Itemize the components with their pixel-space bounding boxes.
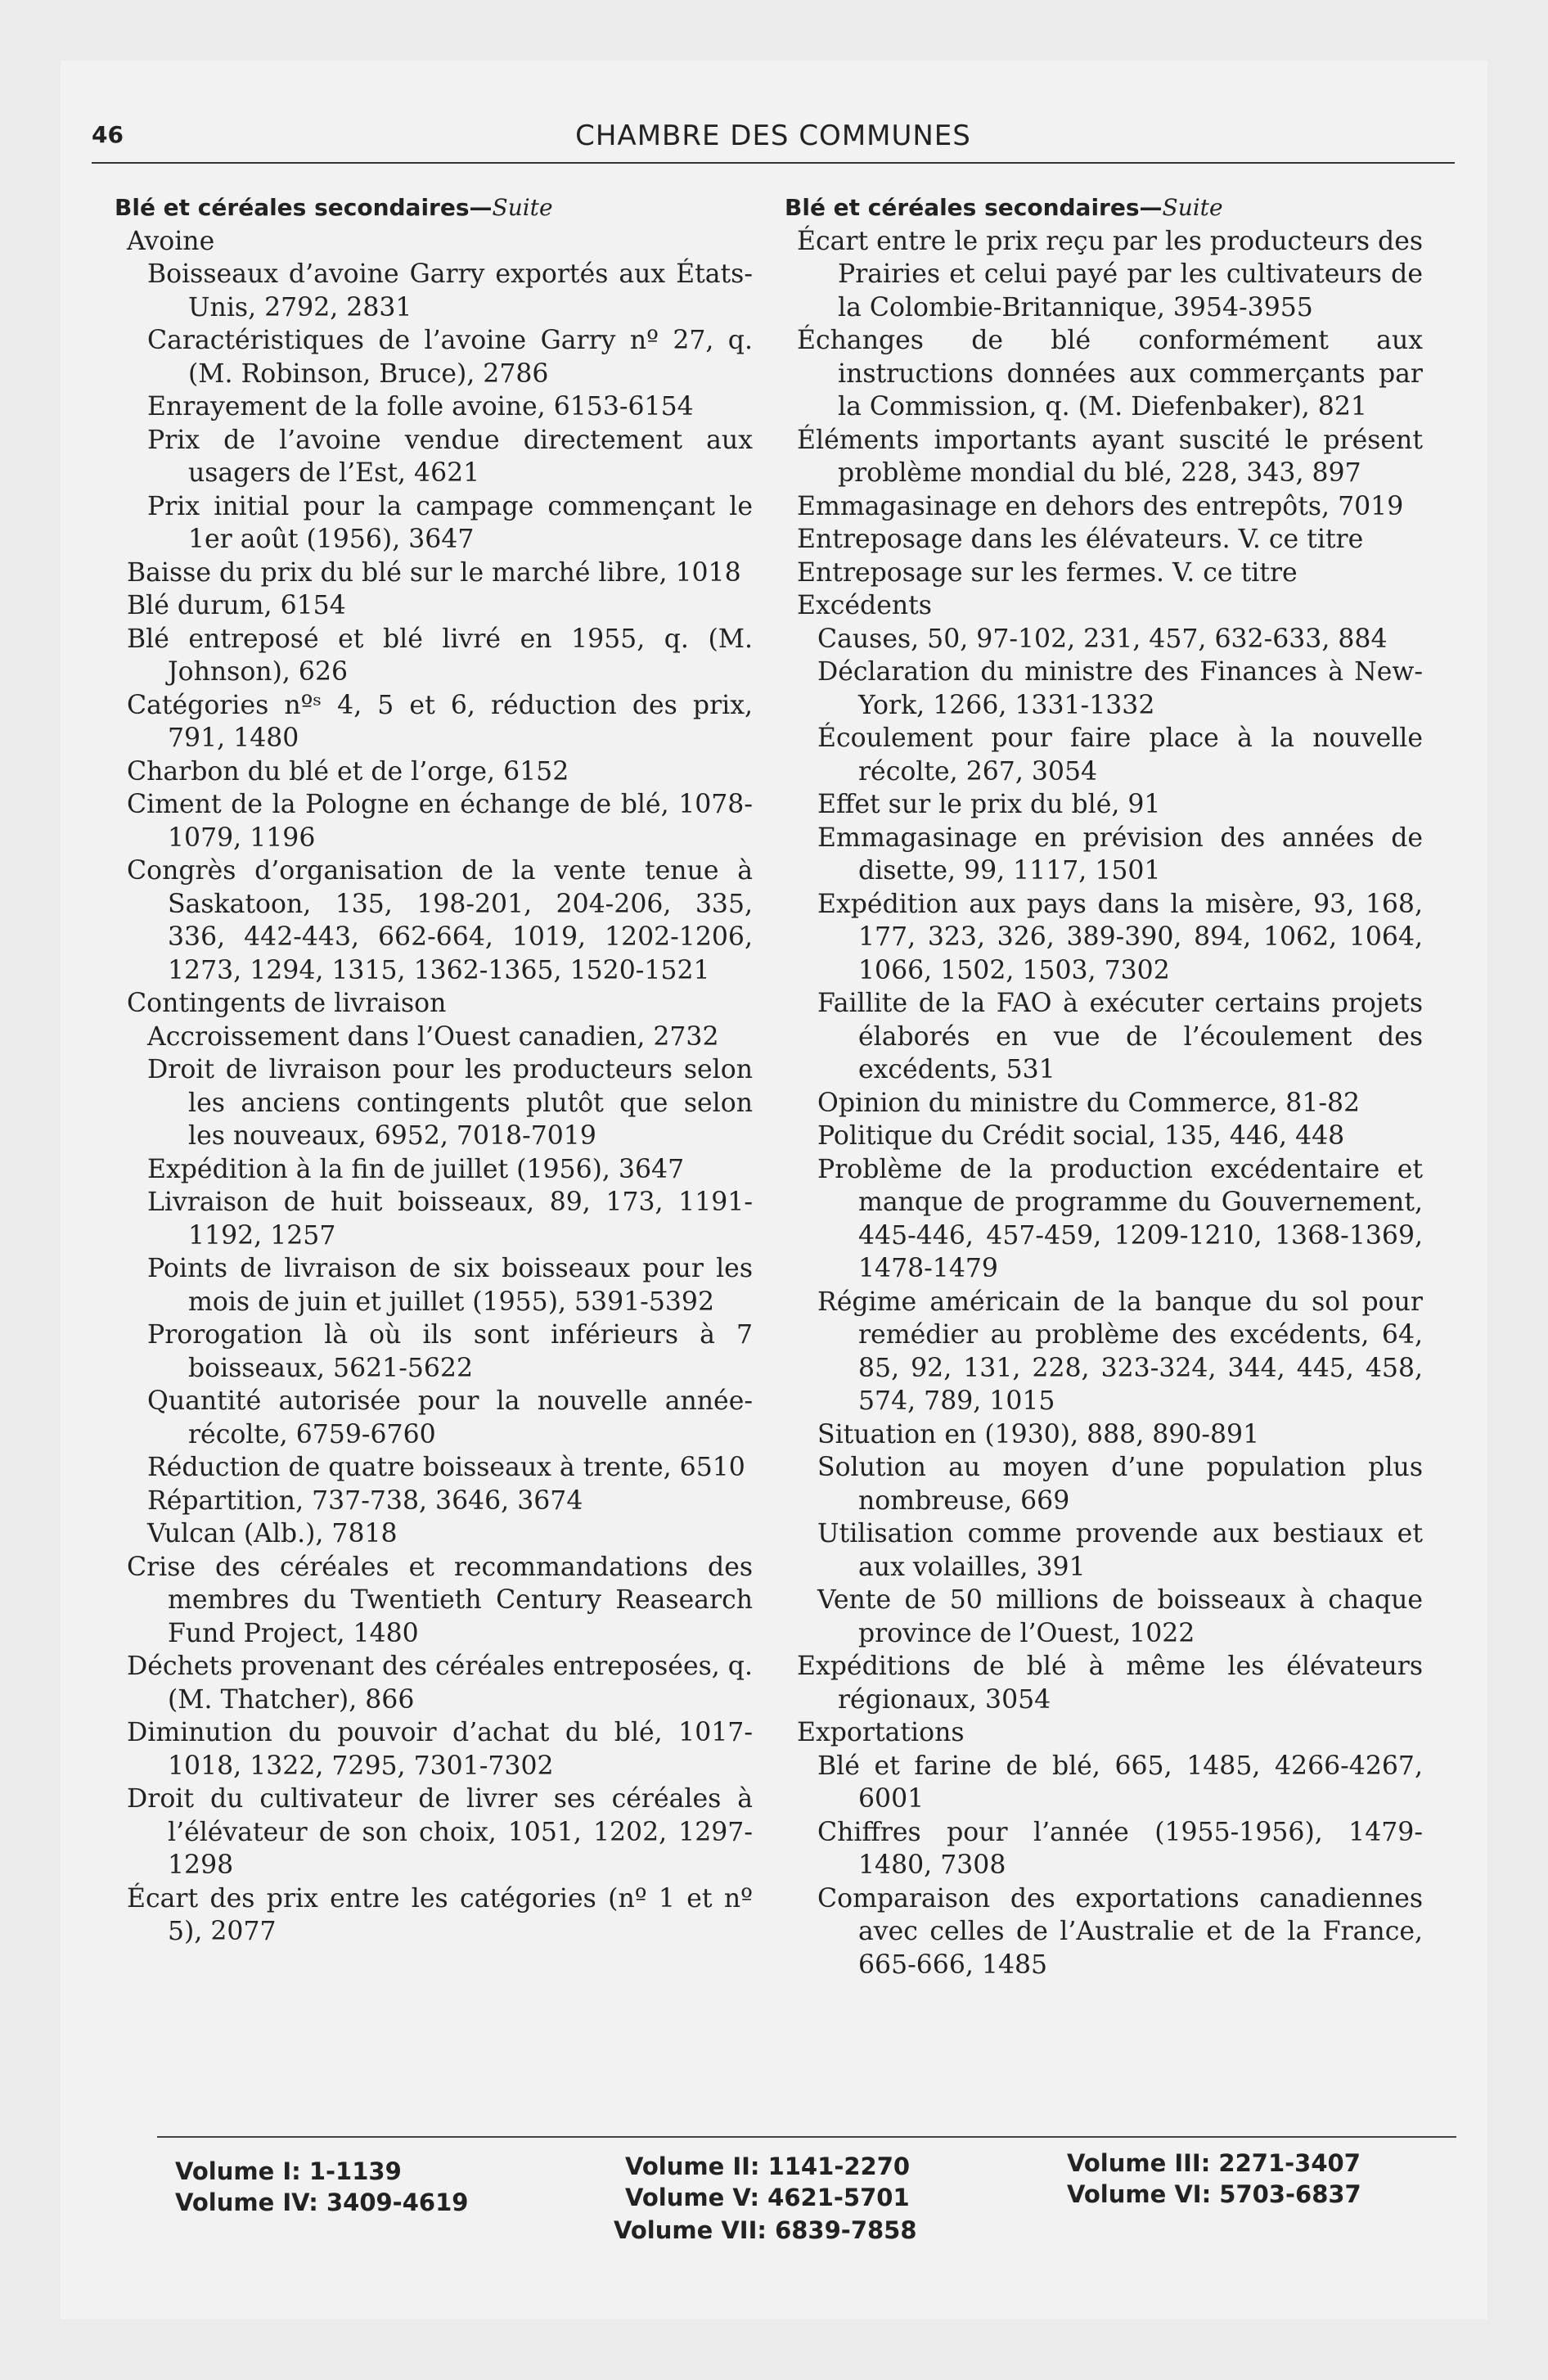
index-entry: Écoulement pour faire place à la nouvelle récolte, 267, 3054 — [817, 723, 1423, 787]
volume-label: Volume VII: 6839-7858 — [614, 2216, 917, 2244]
index-entry: Répartition, 737-738, 3646, 3674 — [147, 1485, 583, 1516]
index-entry: Chiffres pour l’année (1955-1956), 1479-1480, 7308 — [817, 1817, 1423, 1880]
index-entry: Expéditions de blé à même les élévateurs régionaux, 3054 — [797, 1652, 1423, 1715]
index-entry: Exportations — [797, 1718, 965, 1747]
index-entry: Boisseaux d’avoine Garry exportés aux États-Unis, 2792, 2831 — [147, 259, 753, 322]
right-column — [785, 192, 1423, 1981]
index-entry: Congrès d’organisation de la vente tenue à Saskatoon, 135, 198-201, 204-206, 335, 336, 442-443, 662-664, 1019, 1202-1206, 1273, 1294, 1315, 1362-1365, 1520-1521 — [127, 856, 753, 985]
index-entry: Enrayement de la folle avoine, 6153-6154 — [147, 392, 694, 421]
index-entry: Blé entreposé et blé livré en 1955, q. (M. Johnson), 626 — [127, 624, 753, 687]
index-entry: Droit du cultivateur de livrer ses céréales à l’élévateur de son choix, 1051, 1202, 1297-1298 — [127, 1784, 753, 1880]
index-entry: Entreposage dans les élévateurs. V. ce titre — [797, 525, 1364, 554]
section-suite: Suite — [492, 194, 553, 221]
index-entry: Faillite de la FAO à exécuter certains projets élaborés en vue de l’écoulement des excédents, 531 — [817, 989, 1423, 1084]
index-entry: Régime américain de la banque du sol pour remédier au problème des excédents, 64, 85, 92, 131, 228, 323-324, 344, 445, 458, 574, 789, 1015 — [817, 1287, 1423, 1416]
index-entry: Excédents — [797, 591, 932, 620]
index-entries — [115, 225, 753, 1949]
index-entry: Emmagasinage en prévision des années de disette, 99, 1117, 1501 — [817, 823, 1423, 886]
index-entry: Problème de la production excédentaire et manque de programme du Gouvernement, 445-446, 457-459, 1209-1210, 1368-1369, 1478-1479 — [817, 1154, 1423, 1283]
index-entry: Prorogation là où ils sont inférieurs à 7 boisseaux, 5621-5622 — [147, 1320, 753, 1383]
index-entry: Opinion du ministre du Commerce, 81-82 — [817, 1088, 1361, 1118]
index-entry: Blé durum, 6154 — [127, 591, 346, 620]
index-entry: Diminution du pouvoir d’achat du blé, 1017-1018, 1322, 7295, 7301-7302 — [127, 1718, 753, 1781]
volume-label: Volume III: 2271-3407 — [1067, 2149, 1361, 2177]
index-entry: Contingents de livraison — [127, 989, 447, 1018]
volume-label: Volume V: 4621-5701 — [625, 2184, 910, 2211]
index-entry: Ciment de la Pologne en échange de blé, 1078-1079, 1196 — [127, 790, 753, 853]
section-suite: Suite — [1162, 194, 1223, 221]
left-column — [115, 192, 753, 1949]
index-page — [61, 61, 1487, 2319]
index-entry: Emmagasinage en dehors des entrepôts, 7019 — [797, 491, 1404, 521]
index-entry: Caractéristiques de l’avoine Garry nº 27, q. (M. Robinson, Bruce), 2786 — [147, 326, 753, 389]
index-entry: Éléments importants ayant suscité le présent problème mondial du blé, 228, 343, 897 — [797, 425, 1423, 488]
volume-footer — [61, 2149, 1487, 2254]
index-entry: Expédition aux pays dans la misère, 93, 168, 177, 323, 326, 389-390, 894, 1062, 1064, 1066, 1502, 1503, 7302 — [817, 889, 1423, 985]
index-entry: Solution au moyen d’une population plus nombreuse, 669 — [817, 1453, 1423, 1516]
page-header — [92, 113, 1455, 164]
index-entry: Accroissement dans l’Ouest canadien, 2732 — [147, 1021, 719, 1052]
index-entry: Prix de l’avoine vendue directement aux usagers de l’Est, 4621 — [147, 425, 753, 488]
index-entry: Avoine — [127, 226, 215, 256]
volume-label: Volume I: 1-1139 — [175, 2157, 402, 2185]
section-heading: Blé et céréales secondaires—Suite — [785, 194, 1223, 221]
index-entry: Situation en (1930), 888, 890-891 — [817, 1419, 1260, 1449]
index-entry: Effet sur le prix du blé, 91 — [817, 790, 1161, 819]
index-entry: Réduction de quatre boisseaux à trente, 6510 — [147, 1453, 745, 1482]
section-heading: Blé et céréales secondaires—Suite — [115, 194, 553, 221]
index-entry: Causes, 50, 97-102, 231, 457, 632-633, 884 — [817, 624, 1388, 654]
running-head-title: CHAMBRE DES COMMUNES — [575, 119, 971, 152]
index-entry: Entreposage sur les fermes. V. ce titre — [797, 557, 1298, 588]
index-entry: Prix initial pour la campage commençant le 1er août (1956), 3647 — [147, 491, 753, 554]
index-entries — [785, 225, 1423, 1982]
index-entry: Livraison de huit boisseaux, 89, 173, 1191-1192, 1257 — [147, 1188, 753, 1251]
index-entry: Quantité autorisée pour la nouvelle année-récolte, 6759-6760 — [147, 1386, 753, 1449]
volume-label: Volume IV: 3409-4619 — [175, 2188, 469, 2216]
index-entry: Droit de livraison pour les producteurs selon les anciens contingents plutôt que selon les nouveaux, 6952, 7018-7019 — [147, 1055, 753, 1151]
index-entry: Écart des prix entre les catégories (nº 1 et nº 5), 2077 — [127, 1883, 753, 1946]
index-entry: Catégories nºˢ 4, 5 et 6, réduction des prix, 791, 1480 — [127, 690, 753, 753]
index-entry: Blé et farine de blé, 665, 1485, 4266-4267, 6001 — [817, 1751, 1423, 1814]
index-entry: Baisse du prix du blé sur le marché libre, 1018 — [127, 557, 741, 588]
index-entry: Utilisation comme provende aux bestiaux et aux volailles, 391 — [817, 1519, 1423, 1582]
footer-rule — [157, 2136, 1456, 2138]
index-entry: Vente de 50 millions de boisseaux à chaque province de l’Ouest, 1022 — [817, 1585, 1423, 1648]
index-entry: Politique du Crédit social, 135, 446, 448 — [817, 1121, 1345, 1151]
section-title: Blé et céréales secondaires — [115, 194, 470, 221]
index-entry: Comparaison des exportations canadiennes avec celles de l’Australie et de la France, 665-666, 1485 — [817, 1883, 1423, 1980]
index-entry: Échanges de blé conformément aux instructions données aux commerçants par la Commission, q. (M. Diefenbaker), 821 — [797, 326, 1423, 421]
volume-label: Volume II: 1141-2270 — [625, 2152, 911, 2180]
index-entry: Vulcan (Alb.), 7818 — [147, 1519, 398, 1548]
page-number: 46 — [92, 121, 124, 148]
index-entry: Expédition à la fin de juillet (1956), 3647 — [147, 1154, 685, 1184]
index-entry: Déclaration du ministre des Finances à New-York, 1266, 1331-1332 — [817, 657, 1423, 720]
index-entry: Points de livraison de six boisseaux pour les mois de juin et juillet (1955), 5391-5392 — [147, 1254, 753, 1317]
section-title: Blé et céréales secondaires — [785, 194, 1140, 221]
volume-label: Volume VI: 5703-6837 — [1067, 2180, 1361, 2208]
index-entry: Crise des céréales et recommandations des membres du Twentieth Century Reasearch Fund Project, 1480 — [127, 1552, 753, 1648]
index-entry: Écart entre le prix reçu par les producteurs des Prairies et celui payé par les cultivateurs de la Colombie-Britannique, 3954-3955 — [797, 226, 1423, 322]
index-entry: Déchets provenant des céréales entreposées, q. (M. Thatcher), 866 — [127, 1652, 753, 1715]
index-entry: Charbon du blé et de l’orge, 6152 — [127, 756, 569, 787]
